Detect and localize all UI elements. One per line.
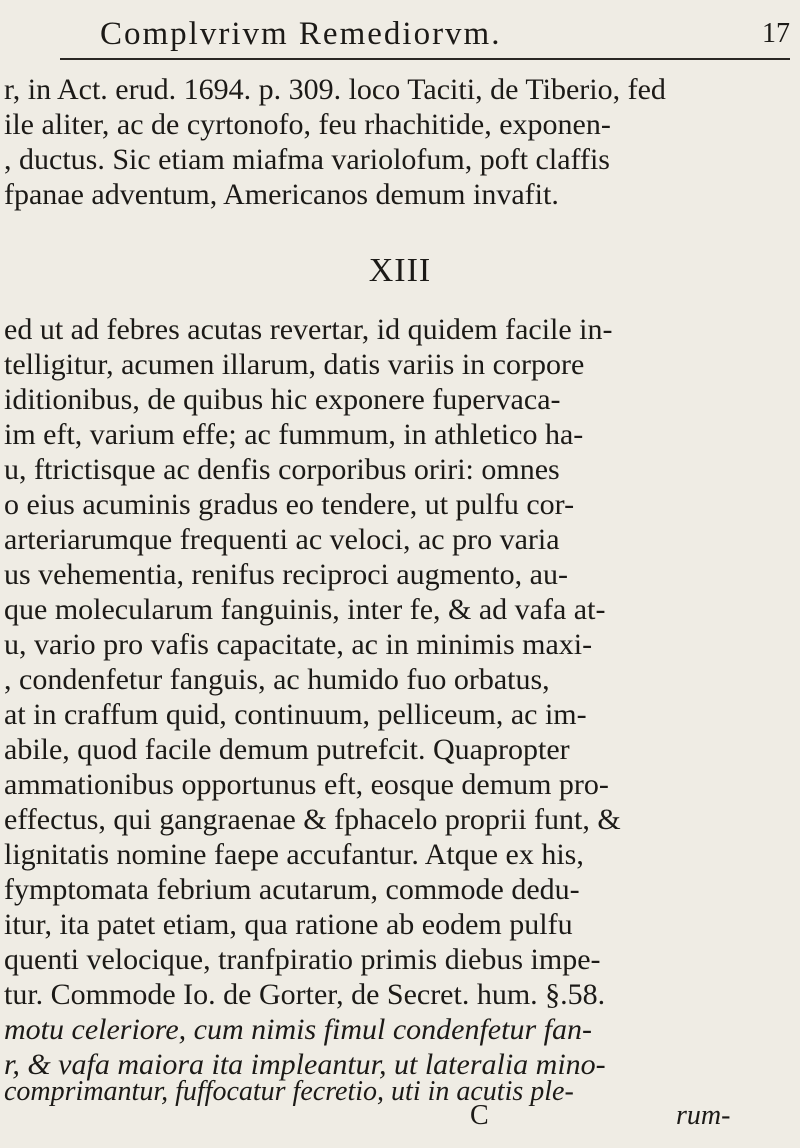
body-line: abile, quod facile demum putrefcit. Quapropter <box>4 733 570 766</box>
body-line: effectus, qui gangraenae & fphacelo proprii funt, & <box>4 803 621 836</box>
italic-line: comprimantur, fuffocatur fecretio, uti in acutis ple- <box>4 1076 574 1107</box>
body-line: tur. Commode Io. de Gorter, de Secret. hum. §.58. <box>4 978 606 1011</box>
body-line: ed ut ad febres acutas revertar, id quidem facile in- <box>4 313 613 346</box>
body-line: us vehementia, renifus reciproci augmento, au- <box>4 558 568 591</box>
catchword: rum- <box>676 1100 731 1131</box>
intro-line: r, in Act. erud. 1694. p. 309. loco Taciti, de Tiberio, fed <box>4 73 666 106</box>
header-rule <box>60 58 790 60</box>
body-line: que molecularum fanguinis, inter fe, & ad vafa at- <box>4 593 606 626</box>
body-line: o eius acuminis gradus eo tendere, ut pulfu cor- <box>4 488 575 521</box>
page-header <box>60 14 790 64</box>
body-line: lignitatis nomine faepe accufantur. Atque ex his, <box>4 838 584 871</box>
italic-line: motu celeriore, cum nimis fimul condenfetur fan- <box>4 1013 592 1046</box>
body-line: fymptomata febrium acutarum, commode dedu- <box>4 873 580 906</box>
signature-mark: C <box>470 1100 489 1131</box>
body-line: telligitur, acumen illarum, datis variis in corpore <box>4 348 585 381</box>
body-line: ammationibus opportunus eft, eosque demum pro- <box>4 768 609 801</box>
body-line: , condenfetur fanguis, ac humido fuo orbatus, <box>4 663 550 696</box>
body-line: at in craffum quid, continuum, pelliceum, ac im- <box>4 698 587 731</box>
section-heading: XIII <box>368 252 432 289</box>
page-number: 17 <box>762 18 790 49</box>
body-line: quenti velocique, tranfpiratio primis diebus impe- <box>4 943 601 976</box>
body-line: iditionibus, de quibus hic exponere fupervaca- <box>4 383 561 416</box>
body-line: u, vario pro vafis capacitate, ac in minimis maxi- <box>4 628 593 661</box>
intro-line: , ductus. Sic etiam miafma variolofum, poft claffis <box>4 143 610 176</box>
body-line: itur, ita patet etiam, qua ratione ab eodem pulfu <box>4 908 573 941</box>
body-line: arteriarumque frequenti ac veloci, ac pro varia <box>4 523 560 556</box>
body-line: im eft, varium effe; ac fummum, in athletico ha- <box>4 418 584 451</box>
italic-line: r, & vafa maiora ita impleantur, ut lateralia mino- <box>4 1048 606 1081</box>
intro-line: fpanae adventum, Americanos demum invafit. <box>4 178 559 211</box>
body-line: u, ftrictisque ac denfis corporibus oriri: omnes <box>4 453 560 486</box>
intro-line: ile aliter, ac de cyrtonofo, feu rhachitide, exponen- <box>4 108 611 141</box>
running-head: Complvrivm Remediorvm. <box>100 16 502 52</box>
